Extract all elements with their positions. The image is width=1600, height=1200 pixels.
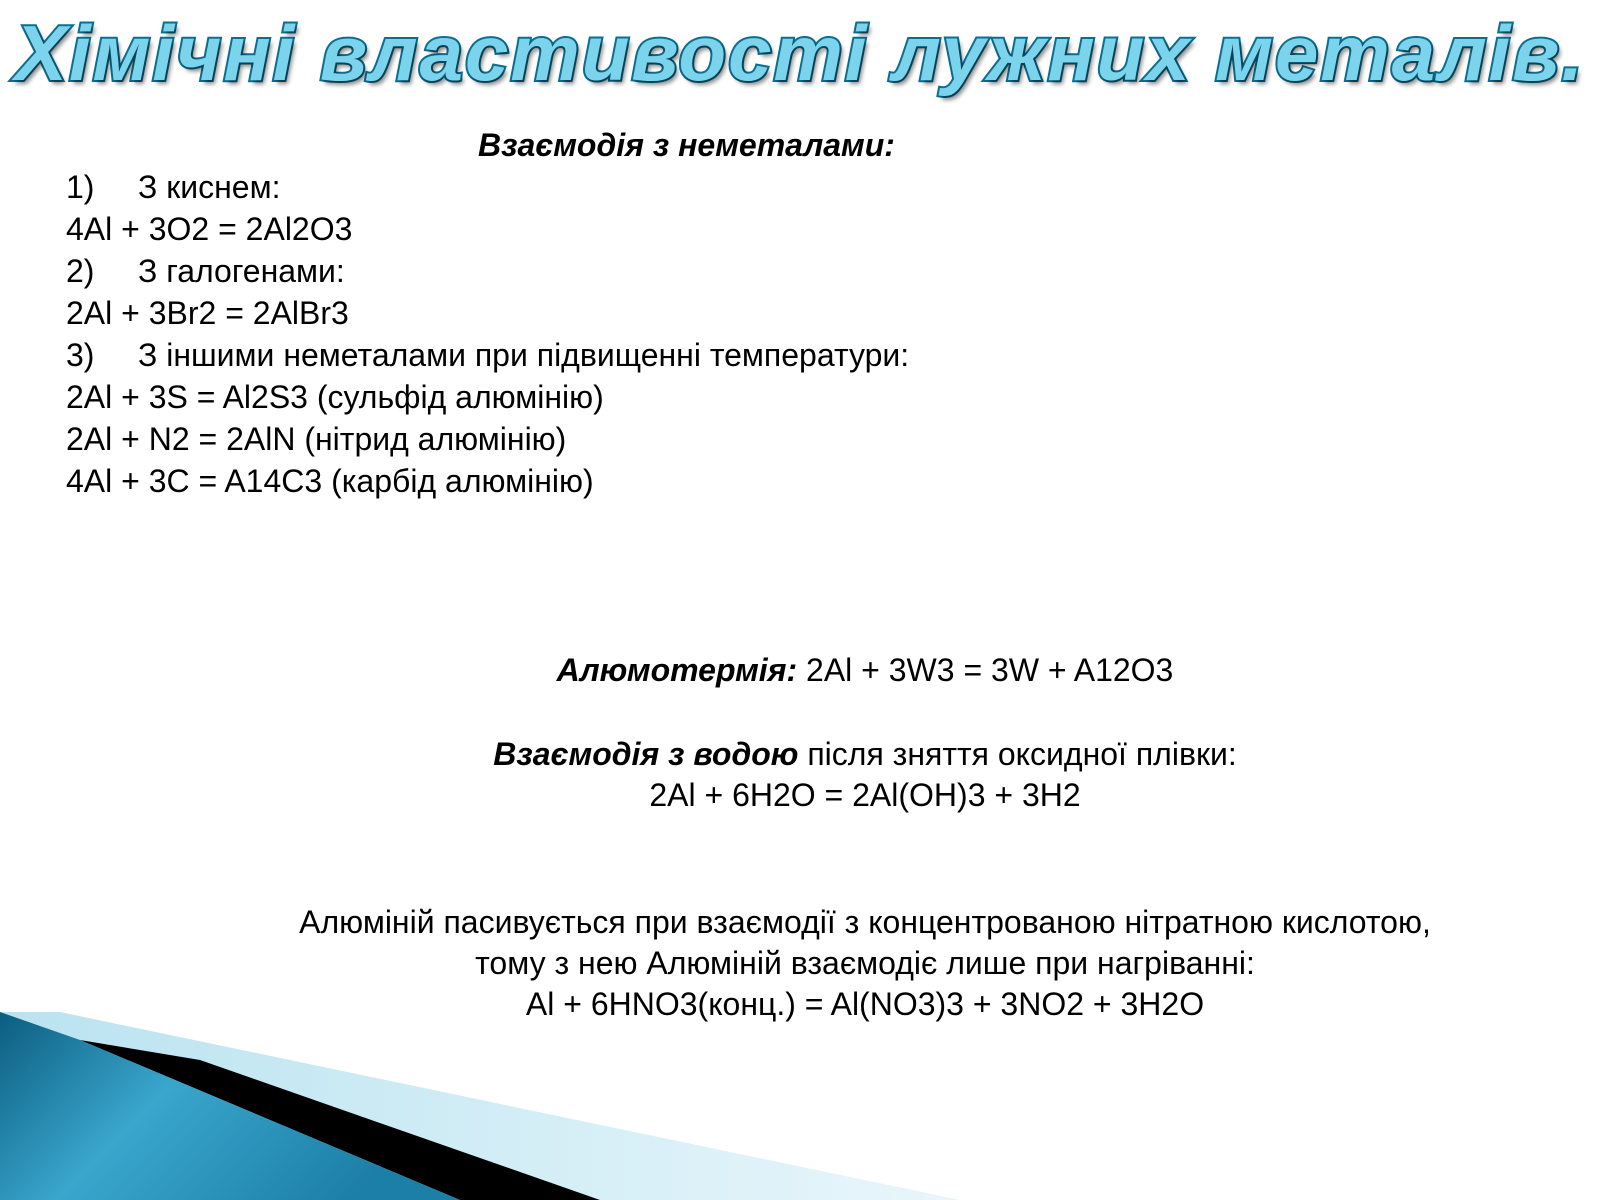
list-item xyxy=(66,250,909,292)
equation: 4Al + 3O2 = 2Al2O3 xyxy=(66,211,353,247)
equation: 4Al + 3C = A14C3 (карбід алюмінію) xyxy=(66,463,594,499)
list-number: 2) xyxy=(66,253,95,289)
list-item xyxy=(66,334,909,376)
water-text: після зняття оксидної плівки: xyxy=(798,736,1237,772)
nitric-equation: Al + 6HNO3(конц.) = Al(NO3)3 + 3NO2 + 3H2O xyxy=(525,986,1205,1022)
list-text: З іншими неметалами при підвищенні температури: xyxy=(138,337,910,373)
slide-title: Хімічні властивості лужних металів. xyxy=(14,9,1586,97)
list-number: 1) xyxy=(66,169,95,205)
list-text: З киснем: xyxy=(138,169,281,205)
equation: 2Al + N2 = 2AlN (нітрид алюмінію) xyxy=(66,421,567,457)
list-number: 3) xyxy=(66,337,95,373)
nitric-line-2: тому з нею Алюміній взаємодіє лише при нагріванні: xyxy=(475,945,1255,981)
list-text: З галогенами: xyxy=(138,253,345,289)
aluminothermy-label: Алюмотермія: xyxy=(556,652,798,688)
nonmetals-heading xyxy=(478,124,895,166)
list-item xyxy=(66,166,909,208)
water-label: Взаємодія з водою xyxy=(493,736,799,772)
aluminothermy-equation: 2Al + 3W3 = 3W + A12O3 xyxy=(797,652,1174,688)
equation: 2Al + 3S = Al2S3 (сульфід алюмінію) xyxy=(66,379,604,415)
equation: 2Al + 3Br2 = 2AlBr3 xyxy=(66,295,349,331)
nonmetals-heading-text: Взаємодія з неметалами: xyxy=(478,127,895,163)
nitric-line-1: Алюміній пасивується при взаємодії з концентрованою нітратною кислотою, xyxy=(299,904,1431,940)
water-equation: 2Al + 6H2O = 2Al(OH)3 + 3H2 xyxy=(649,777,1081,813)
aluminothermy-line xyxy=(200,650,1530,691)
nonmetals-list xyxy=(66,166,909,502)
nitric-block xyxy=(200,902,1530,1025)
water-line xyxy=(200,734,1530,775)
water-block xyxy=(200,734,1530,816)
